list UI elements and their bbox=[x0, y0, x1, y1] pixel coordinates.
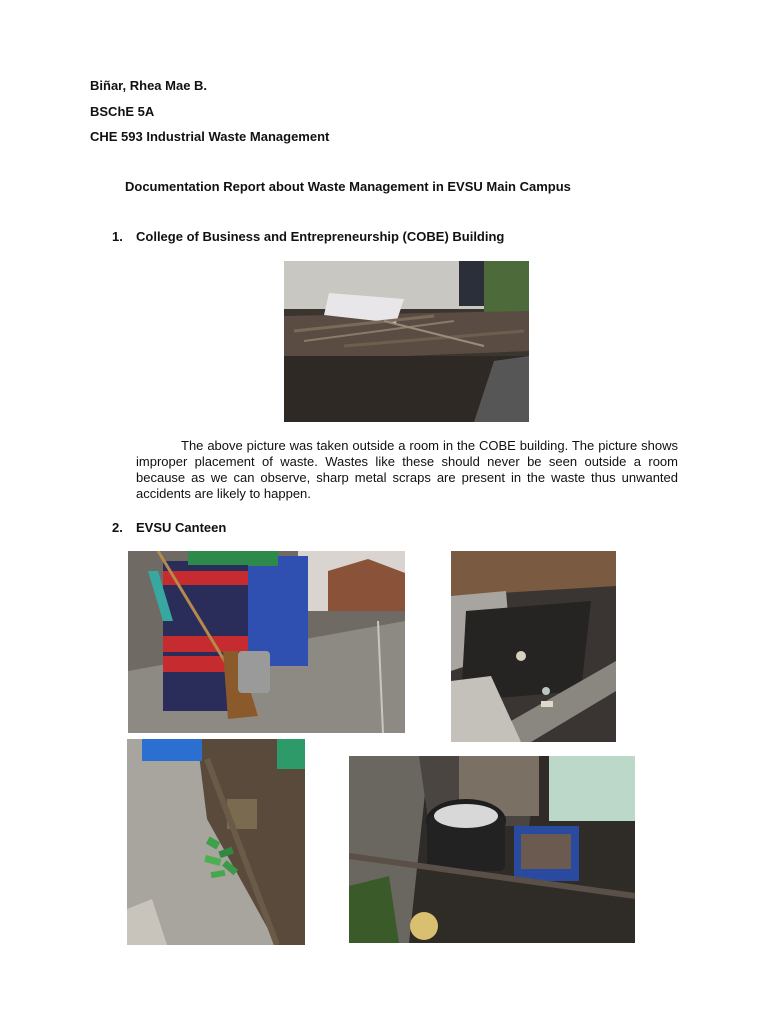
section-1-heading: College of Business and Entrepreneurship (COBE) Building bbox=[136, 229, 505, 244]
cobe-waste-photo bbox=[284, 261, 529, 422]
section-1-paragraph bbox=[136, 438, 678, 502]
canteen-drainage-photo bbox=[451, 551, 616, 742]
course-title: CHE 593 Industrial Waste Management bbox=[90, 129, 330, 144]
class-section: BSChE 5A bbox=[90, 104, 155, 119]
author-name: Biñar, Rhea Mae B. bbox=[90, 78, 208, 93]
section-2-heading: EVSU Canteen bbox=[136, 520, 227, 535]
canteen-bottles-photo bbox=[127, 739, 305, 945]
section-1-paragraph-text: The above picture was taken outside a room in the COBE building. The picture shows improper placement of waste. Wastes like these should never be seen outside a room because as we can observe, sharp metal scraps are present in the waste thus unwanted accidents are likely to happen. bbox=[136, 438, 678, 501]
canteen-bins-photo bbox=[349, 756, 635, 943]
section-2-number: 2. bbox=[112, 520, 123, 535]
report-title: Documentation Report about Waste Management in EVSU Main Campus bbox=[125, 179, 571, 194]
canteen-crates-photo bbox=[128, 551, 405, 733]
section-1-number: 1. bbox=[112, 229, 123, 244]
